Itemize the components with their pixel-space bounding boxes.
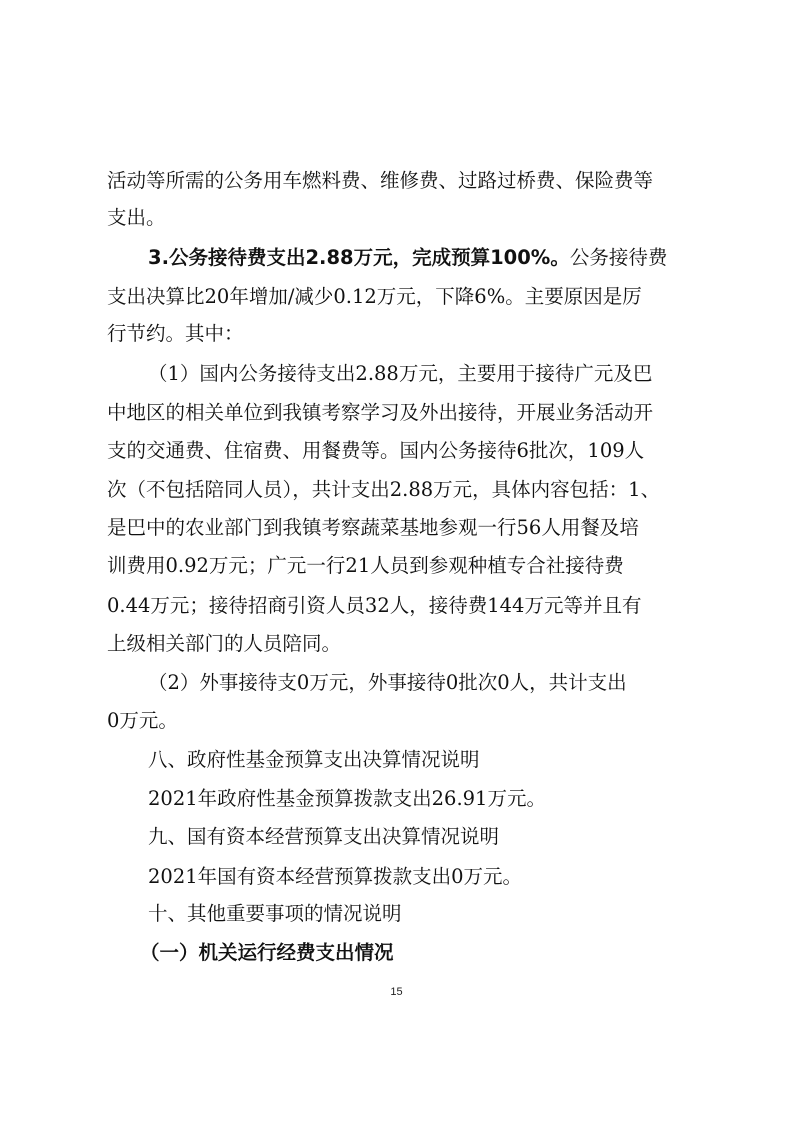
paragraph-line: 0万元。 [107, 709, 178, 732]
paragraph-line: 次（不包括陪同人员），共计支出2.88万元，具体内容包括：1、 [107, 478, 661, 501]
paragraph-line: 0.44万元；接待招商引资人员32人，接待费144万元等并且有 [107, 594, 642, 617]
paragraph-line: 是巴中的农业部门到我镇考察蔬菜基地参观一行56人用餐及培 [107, 516, 639, 539]
paragraph-line: 中地区的相关单位到我镇考察学习及外出接待，开展业务活动开 [107, 401, 654, 424]
paragraph-line: 支出决算比20年增加/减少0.12万元，下降6%。主要原因是厉 [107, 285, 642, 308]
paragraph-text: 公务接待费 [569, 246, 668, 269]
paragraph-line: 支出。 [107, 206, 166, 229]
paragraph-line: 训费用0.92万元；广元一行21人员到参观种植专合社接待费 [107, 554, 624, 577]
paragraph-line: 2021年国有资本经营预算拨款支出0万元。 [148, 865, 523, 888]
paragraph-line: 上级相关部门的人员陪同。 [107, 632, 342, 655]
paragraph-line: 行节约。其中： [107, 322, 244, 345]
paragraph-line: 2021年政府性基金预算拨款支出26.91万元。 [148, 787, 546, 810]
page-number: 15 [390, 986, 403, 998]
subsection-heading: （一）机关运行经费支出情况 [140, 941, 394, 964]
paragraph-line: 活动等所需的公务用车燃料费、维修费、过路过桥费、保险费等 [107, 169, 654, 192]
paragraph-line: （2）外事接待支0万元，外事接待0批次0人，共计支出 [148, 671, 627, 694]
section-heading: 九、国有资本经营预算支出决算情况说明 [148, 825, 500, 848]
section-heading: 十、其他重要事项的情况说明 [148, 902, 402, 925]
bold-heading: 3.公务接待费支出2.88万元，完成预算100%。 [148, 246, 570, 269]
paragraph-line: （1）国内公务接待支出2.88万元，主要用于接待广元及巴 [148, 362, 653, 385]
paragraph-line: 支的交通费、住宿费、用餐费等。国内公务接待6批次，109人 [107, 439, 645, 462]
section-heading: 八、政府性基金预算支出决算情况说明 [148, 748, 480, 771]
section-heading-line [148, 245, 697, 271]
